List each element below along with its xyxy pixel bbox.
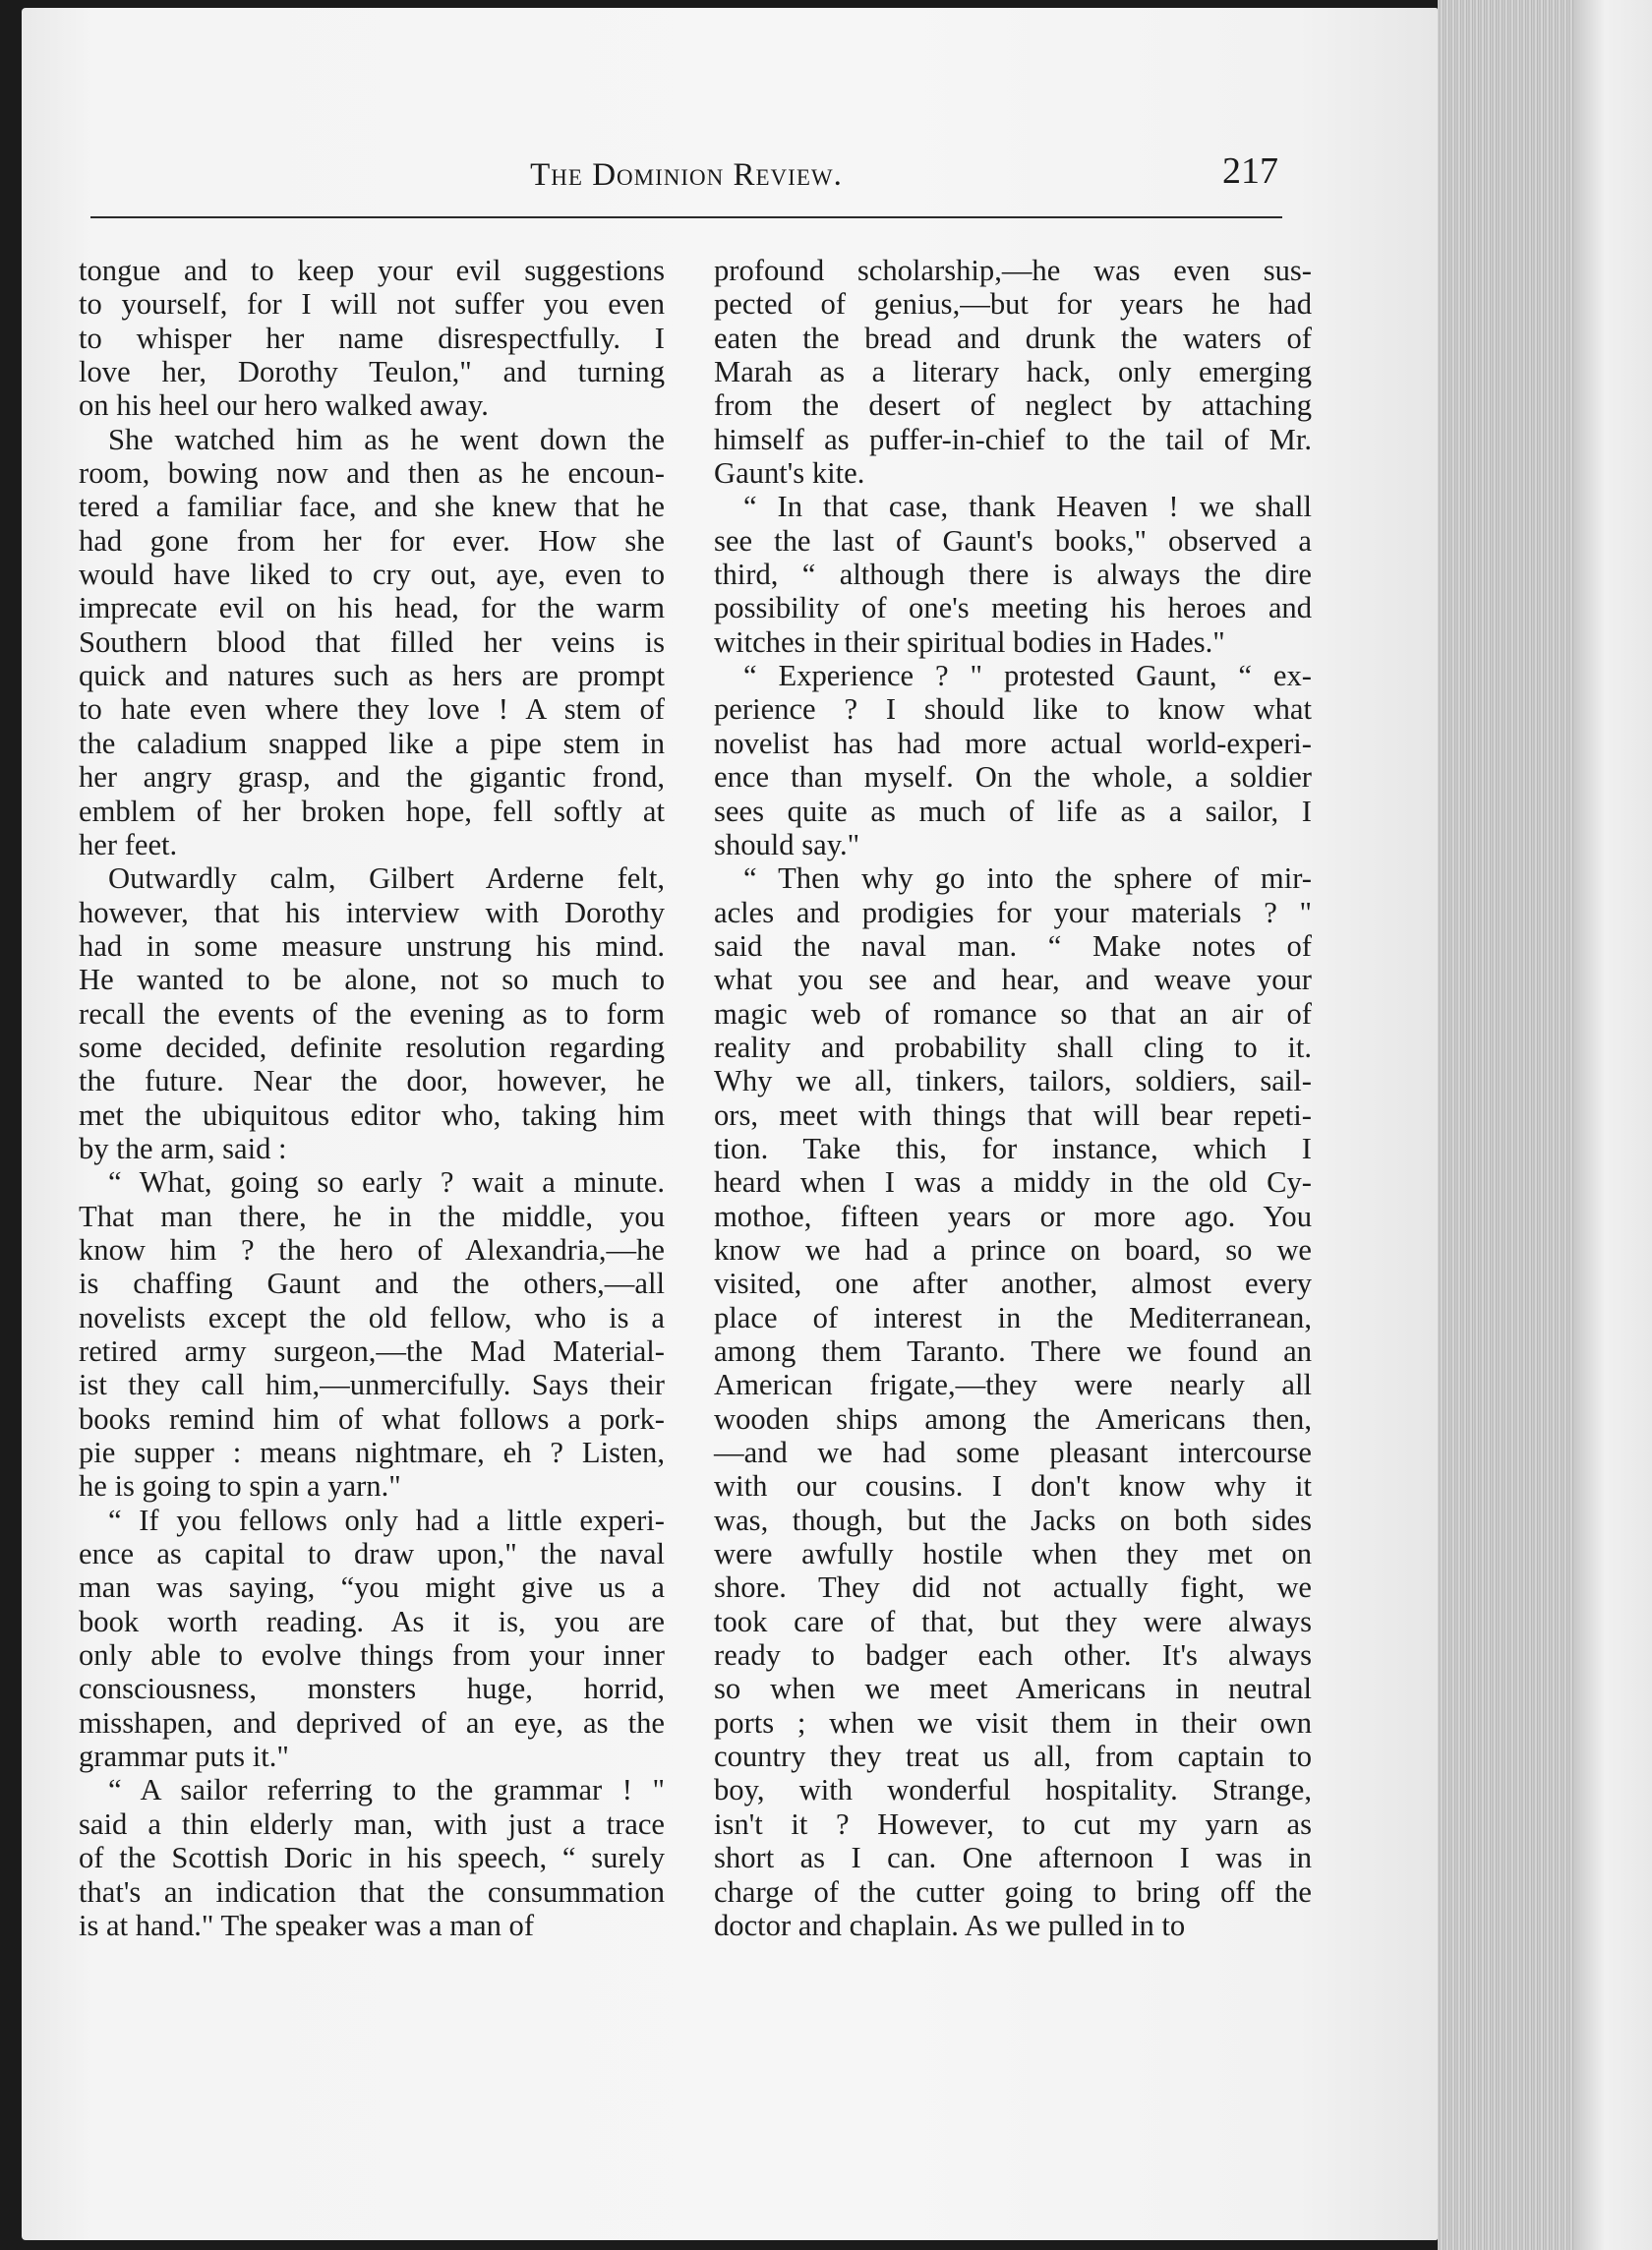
text-line: emblem of her broken hope, fell softly at bbox=[79, 794, 665, 828]
text-line: to hate even where they love ! A stem of bbox=[79, 692, 665, 727]
text-line: acles and prodigies for your materials ? " bbox=[714, 895, 1312, 929]
text-line: however, that his interview with Dorothy bbox=[79, 895, 665, 929]
text-line: eaten the bread and drunk the waters of bbox=[714, 321, 1312, 355]
text-line: book worth reading. As it is, you are bbox=[79, 1604, 665, 1638]
text-line: Gaunt's kite. bbox=[714, 456, 865, 491]
text-line: would have liked to cry out, aye, even to bbox=[79, 558, 665, 592]
text-line: should say." bbox=[714, 827, 860, 861]
text-line: magic web of romance so that an air of bbox=[714, 996, 1312, 1031]
text-line: ence than myself. On the whole, a soldier bbox=[714, 760, 1312, 795]
text-line: Marah as a literary hack, only emerging bbox=[714, 355, 1312, 389]
text-line: that's an indication that the consummation bbox=[79, 1874, 665, 1909]
text-line: her angry grasp, and the gigantic frond, bbox=[79, 760, 665, 795]
header-rule bbox=[90, 216, 1282, 218]
text-line: boy, with wonderful hospitality. Strange, bbox=[714, 1773, 1312, 1807]
text-line: place of interest in the Mediterranean, bbox=[714, 1300, 1312, 1334]
text-line: visited, one after another, almost every bbox=[714, 1267, 1312, 1301]
text-line: with our cousins. I don't know why it bbox=[714, 1469, 1312, 1504]
text-line: misshapen, and deprived of an eye, as the bbox=[79, 1705, 665, 1740]
text-line: novelists except the old fellow, who is a bbox=[79, 1300, 665, 1334]
paragraph bbox=[714, 861, 1312, 1942]
paragraph bbox=[79, 861, 665, 1165]
text-line: perience ? I should like to know what bbox=[714, 692, 1312, 727]
text-line: heard when I was a middy in the old Cy- bbox=[714, 1165, 1312, 1200]
paragraph bbox=[79, 1504, 665, 1774]
text-line: himself as puffer-in-chief to the tail of Mr. bbox=[714, 422, 1312, 456]
text-line: pected of genius,—but for years he had bbox=[714, 287, 1312, 322]
paragraph bbox=[714, 490, 1312, 659]
paragraph bbox=[714, 254, 1312, 490]
text-line: by the arm, said : bbox=[79, 1131, 287, 1165]
text-column-left bbox=[79, 254, 665, 1942]
text-line: he is going to spin a yarn." bbox=[79, 1469, 401, 1504]
text-line: Why we all, tinkers, tailors, soldiers, sail- bbox=[714, 1064, 1312, 1098]
text-line: imprecate evil on his head, for the warm bbox=[79, 591, 665, 625]
text-line: tered a familiar face, and she knew that he bbox=[79, 490, 665, 524]
text-line: had gone from her for ever. How she bbox=[79, 523, 665, 558]
text-line: short as I can. One afternoon I was in bbox=[714, 1841, 1312, 1875]
text-line: know him ? the hero of Alexandria,—he bbox=[79, 1232, 665, 1267]
text-line: said a thin elderly man, with just a trace bbox=[79, 1806, 665, 1841]
text-line: possibility of one's meeting his heroes and bbox=[714, 591, 1312, 625]
text-line: took care of that, but they were always bbox=[714, 1604, 1312, 1638]
text-line: isn't it ? However, to cut my yarn as bbox=[714, 1806, 1312, 1841]
text-line: was, though, but the Jacks on both sides bbox=[714, 1503, 1312, 1537]
text-line: from the desert of neglect by attaching bbox=[714, 388, 1312, 423]
text-line: pie supper : means nightmare, eh ? Listen, bbox=[79, 1436, 665, 1470]
text-line: tongue and to keep your evil suggestions bbox=[79, 254, 665, 287]
text-line: books remind him of what follows a pork- bbox=[79, 1401, 665, 1436]
paragraph bbox=[79, 254, 665, 423]
text-line: see the last of Gaunt's books," observed a bbox=[714, 523, 1312, 558]
text-line: among them Taranto. There we found an bbox=[714, 1334, 1312, 1368]
text-line: ports ; when we visit them in their own bbox=[714, 1705, 1312, 1740]
text-line: novelist has had more actual world-experi- bbox=[714, 726, 1312, 760]
text-line: Outwardly calm, Gilbert Arderne felt, bbox=[108, 861, 665, 896]
journal-title: The Dominion Review. bbox=[530, 157, 843, 193]
text-line: what you see and hear, and weave your bbox=[714, 963, 1312, 997]
text-line: doctor and chaplain. As we pulled in to bbox=[714, 1908, 1186, 1942]
running-head bbox=[90, 148, 1282, 226]
text-line: quick and natures such as hers are prompt bbox=[79, 659, 665, 693]
text-line: love her, Dorothy Teulon," and turning bbox=[79, 355, 665, 389]
text-line: “ Experience ? " protested Gaunt, “ ex- bbox=[743, 659, 1312, 693]
text-line: ence as capital to draw upon," the naval bbox=[79, 1537, 665, 1571]
paragraph bbox=[79, 1165, 665, 1503]
text-line: “ In that case, thank Heaven ! we shall bbox=[743, 490, 1312, 524]
text-line: know we had a prince on board, so we bbox=[714, 1232, 1312, 1267]
text-line: witches in their spiritual bodies in Hades." bbox=[714, 624, 1225, 659]
text-line: —and we had some pleasant intercourse bbox=[714, 1436, 1312, 1470]
text-line: consciousness, monsters huge, horrid, bbox=[79, 1672, 665, 1706]
text-line: wooden ships among the Americans then, bbox=[714, 1401, 1312, 1436]
text-line: on his heel our hero walked away. bbox=[79, 388, 489, 423]
text-line: country they treat us all, from captain to bbox=[714, 1740, 1312, 1774]
text-line: is at hand." The speaker was a man of bbox=[79, 1908, 535, 1942]
text-line: charge of the cutter going to bring off the bbox=[714, 1874, 1312, 1909]
text-line: shore. They did not actually fight, we bbox=[714, 1570, 1312, 1605]
text-line: the caladium snapped like a pipe stem in bbox=[79, 726, 665, 760]
paragraph bbox=[714, 659, 1312, 861]
text-line: her feet. bbox=[79, 827, 178, 861]
text-line: the future. Near the door, however, he bbox=[79, 1064, 665, 1098]
text-line: profound scholarship,—he was even sus- bbox=[714, 254, 1312, 287]
text-line: ready to badger each other. It's always bbox=[714, 1638, 1312, 1673]
paragraph bbox=[79, 1773, 665, 1942]
text-line: Southern blood that filled her veins is bbox=[79, 624, 665, 659]
text-line: “ Then why go into the sphere of mir- bbox=[743, 861, 1312, 896]
text-line: to whisper her name disrespectfully. I bbox=[79, 321, 665, 355]
text-line: He wanted to be alone, not so much to bbox=[79, 963, 665, 997]
text-line: retired army surgeon,—the Mad Material- bbox=[79, 1334, 665, 1368]
text-line: to yourself, for I will not suffer you even bbox=[79, 287, 665, 322]
text-line: man was saying, “you might give us a bbox=[79, 1570, 665, 1605]
text-line: “ If you fellows only had a little experi- bbox=[108, 1503, 665, 1537]
text-line: ors, meet with things that will bear repeti- bbox=[714, 1097, 1312, 1132]
text-line: said the naval man. “ Make notes of bbox=[714, 928, 1312, 963]
text-column-right bbox=[714, 254, 1312, 1942]
text-line: tion. Take this, for instance, which I bbox=[714, 1131, 1312, 1165]
text-line: sees quite as much of life as a sailor, I bbox=[714, 794, 1312, 828]
paragraph bbox=[79, 423, 665, 861]
text-line: of the Scottish Doric in his speech, “ surely bbox=[79, 1841, 665, 1875]
text-line: “ What, going so early ? wait a minute. bbox=[108, 1165, 665, 1200]
text-line: “ A sailor referring to the grammar ! " bbox=[108, 1773, 665, 1807]
text-line: were awfully hostile when they met on bbox=[714, 1537, 1312, 1571]
text-line: so when we meet Americans in neutral bbox=[714, 1672, 1312, 1706]
text-line: third, “ although there is always the dire bbox=[714, 558, 1312, 592]
book-edge-highlight bbox=[1573, 0, 1652, 2250]
text-line: is chaffing Gaunt and the others,—all bbox=[79, 1267, 665, 1301]
text-line: had in some measure unstrung his mind. bbox=[79, 928, 665, 963]
text-line: some decided, definite resolution regarding bbox=[79, 1030, 665, 1064]
text-line: That man there, he in the middle, you bbox=[79, 1199, 665, 1233]
text-line: met the ubiquitous editor who, taking him bbox=[79, 1097, 665, 1132]
page-number: 217 bbox=[1222, 150, 1278, 192]
text-line: recall the events of the evening as to form bbox=[79, 996, 665, 1031]
text-line: American frigate,—they were nearly all bbox=[714, 1368, 1312, 1402]
text-line: mothoe, fifteen years or more ago. You bbox=[714, 1199, 1312, 1233]
text-line: She watched him as he went down the bbox=[108, 422, 665, 456]
text-line: grammar puts it." bbox=[79, 1740, 289, 1774]
text-line: ist they call him,—unmercifully. Says their bbox=[79, 1368, 665, 1402]
text-line: reality and probability shall cling to it. bbox=[714, 1030, 1312, 1064]
text-line: room, bowing now and then as he encoun- bbox=[79, 456, 665, 491]
text-line: only able to evolve things from your inner bbox=[79, 1638, 665, 1673]
